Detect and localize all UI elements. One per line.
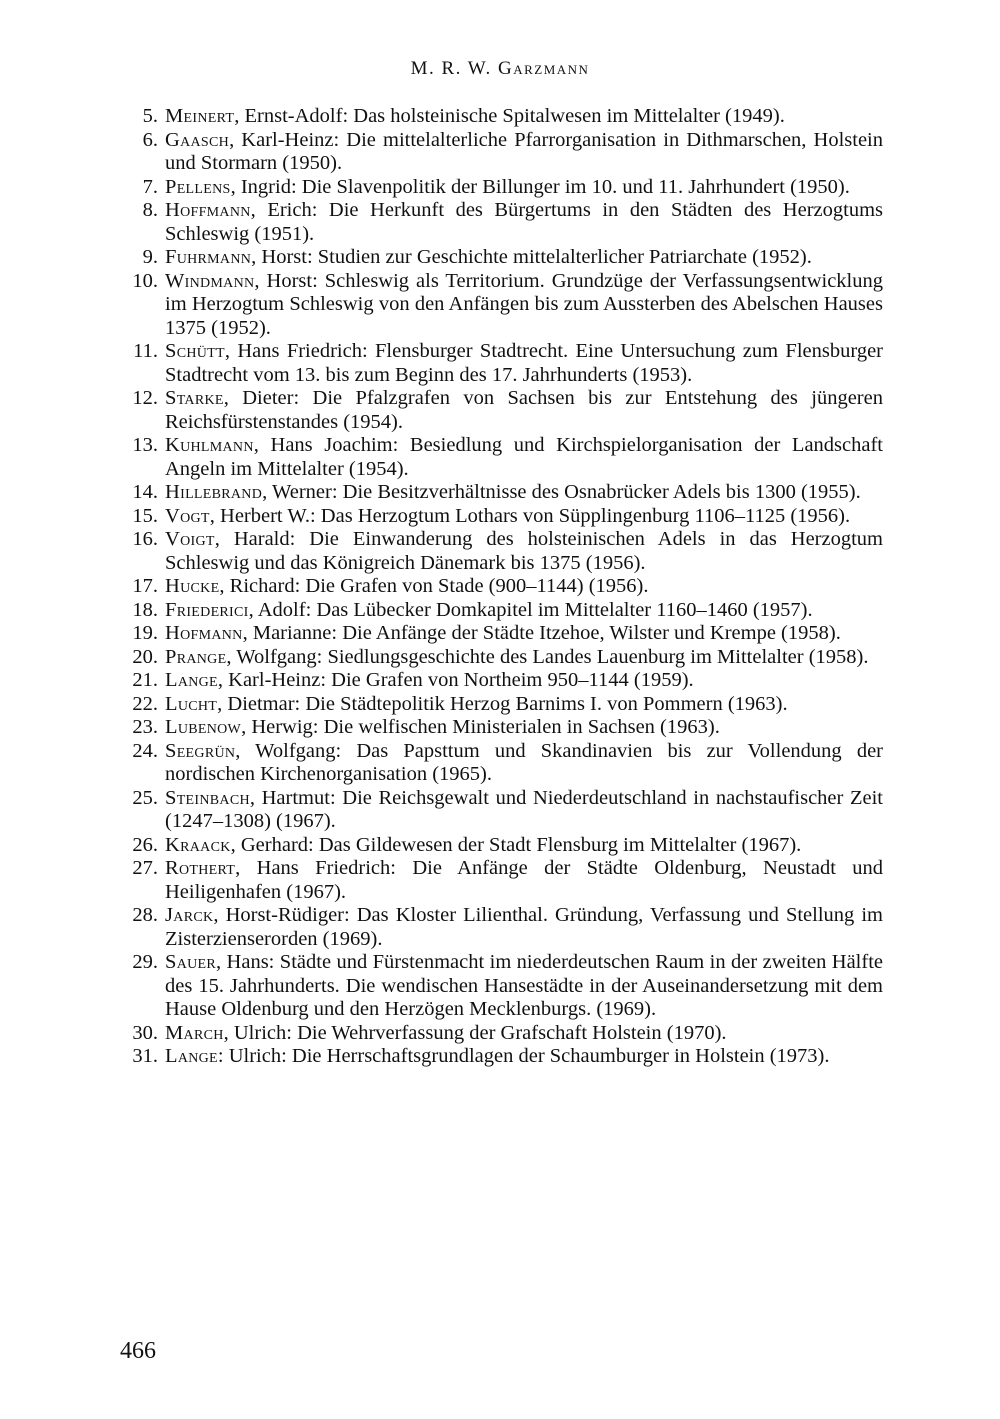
item-title: , Hans Friedrich: Flensburger Stadtrecht. Eine Untersuchung zum Flensburger Stadtrecht vom 13. bis zum Beginn des 17. Jahrhunderts (1953). bbox=[165, 340, 883, 386]
page-number: 466 bbox=[120, 1338, 156, 1364]
item-text bbox=[158, 1045, 883, 1069]
list-item bbox=[118, 505, 883, 529]
item-number: 19. bbox=[132, 622, 158, 644]
item-number: 17. bbox=[132, 575, 158, 597]
item-text bbox=[158, 528, 883, 575]
item-text bbox=[158, 599, 883, 623]
item-text bbox=[158, 857, 883, 904]
author-name: Vogt bbox=[165, 504, 210, 527]
item-title: , Karl-Heinz: Die mittelalterliche Pfarrorganisation in Dithmarschen, Holstein und Stormarn (1950). bbox=[165, 128, 883, 174]
item-title: , Dietmar: Die Städtepolitik Herzog Barnims I. von Pommern (1963). bbox=[217, 692, 788, 715]
item-text bbox=[158, 740, 883, 787]
list-item bbox=[118, 575, 883, 599]
list-item bbox=[118, 716, 883, 740]
item-number: 18. bbox=[132, 598, 158, 621]
author-name: Hucke bbox=[165, 575, 220, 597]
item-text bbox=[158, 105, 883, 129]
item-title: , Karl-Heinz: Die Grafen von Northeim 950–1144 (1959). bbox=[217, 669, 694, 691]
list-item bbox=[118, 1022, 883, 1046]
author-name: Lubenow bbox=[165, 716, 242, 738]
item-text bbox=[158, 434, 883, 481]
list-item bbox=[118, 105, 883, 129]
author-name: Friederici bbox=[165, 598, 249, 621]
list-item bbox=[118, 622, 883, 646]
author-name: Sauer bbox=[165, 951, 217, 973]
item-number: 6. bbox=[142, 128, 158, 151]
item-title: , Ingrid: Die Slavenpolitik der Billunger im 10. und 11. Jahrhundert (1950). bbox=[230, 175, 850, 198]
author-name: Starke bbox=[165, 387, 224, 409]
item-text bbox=[158, 481, 883, 505]
author-name: Hillebrand bbox=[165, 481, 263, 503]
item-number: 21. bbox=[132, 669, 158, 691]
list-item bbox=[118, 951, 883, 1022]
author-name: Rothert bbox=[165, 857, 236, 879]
item-title: , Hans Joachim: Besiedlung und Kirchspielorganisation der Landschaft Angeln im Mittelalter (1954). bbox=[165, 434, 883, 480]
item-title: , Richard: Die Grafen von Stade (900–1144) (1956). bbox=[219, 575, 649, 597]
item-text bbox=[158, 1022, 883, 1046]
item-text bbox=[158, 575, 883, 599]
list-item bbox=[118, 599, 883, 623]
item-title: , Wolfgang: Das Papsttum und Skandinavien bis zur Vollendung der nordischen Kirchenorganisation (1965). bbox=[165, 739, 883, 785]
item-title: , Horst-Rüdiger: Das Kloster Lilienthal. Gründung, Verfassung und Stellung im Zisterzienserorden (1969). bbox=[165, 904, 883, 950]
item-number: 5. bbox=[142, 105, 158, 127]
list-item bbox=[118, 246, 883, 270]
item-title: , Hartmut: Die Reichsgewalt und Niederdeutschland in nachstaufischer Zeit (1247–1308) (1967). bbox=[165, 786, 883, 832]
item-text bbox=[158, 904, 883, 951]
item-title: , Ulrich: Die Wehrverfassung der Grafschaft Holstein (1970). bbox=[223, 1021, 727, 1044]
item-title: , Adolf: Das Lübecker Domkapitel im Mittelalter 1160–1460 (1957). bbox=[248, 598, 813, 621]
item-text bbox=[158, 340, 883, 387]
item-number: 25. bbox=[132, 786, 158, 809]
item-title: , Werner: Die Besitzverhältnisse des Osnabrücker Adels bis 1300 (1955). bbox=[262, 481, 861, 503]
item-number: 31. bbox=[132, 1045, 158, 1067]
item-number: 10. bbox=[132, 269, 158, 292]
item-number: 26. bbox=[132, 833, 158, 856]
item-text bbox=[158, 176, 883, 200]
item-text bbox=[158, 669, 883, 693]
author-name: Hoffmann bbox=[165, 199, 251, 221]
item-number: 16. bbox=[132, 528, 158, 550]
item-title: , Marianne: Die Anfänge der Städte Itzehoe, Wilster und Krempe (1958). bbox=[242, 622, 841, 644]
item-title: , Ernst-Adolf: Das holsteinische Spitalwesen im Mittelalter (1949). bbox=[234, 105, 785, 127]
item-number: 7. bbox=[142, 175, 158, 198]
item-title: , Dieter: Die Pfalzgrafen von Sachsen bis zur Entstehung des jüngeren Reichsfürstenstandes (1954). bbox=[165, 387, 883, 433]
item-title: , Gerhard: Das Gildewesen der Stadt Flensburg im Mittelalter (1967). bbox=[230, 833, 802, 856]
author-name: Kraack bbox=[165, 833, 231, 856]
item-number: 8. bbox=[142, 199, 158, 221]
list-item bbox=[118, 1045, 883, 1069]
list-item bbox=[118, 669, 883, 693]
item-title: , Hans: Städte und Fürstenmacht im niederdeutschen Raum in der zweiten Hälfte des 15. Jahrhunderts. Die wendischen Hansestädte in der Auseinandersetzung mit dem Hause Oldenburg und den Herzögen Mecklenburgs. (1969). bbox=[165, 951, 883, 1020]
running-header: M. R. W. Garzmann bbox=[410, 58, 590, 79]
item-number: 15. bbox=[132, 504, 158, 527]
author-name: March bbox=[165, 1021, 224, 1044]
author-name: Seegrün bbox=[165, 739, 236, 762]
item-text bbox=[158, 693, 883, 717]
item-number: 14. bbox=[132, 481, 158, 503]
list-item bbox=[118, 528, 883, 575]
item-text bbox=[158, 505, 883, 529]
item-number: 11. bbox=[133, 340, 158, 362]
item-text bbox=[158, 834, 883, 858]
list-item bbox=[118, 176, 883, 200]
list-item bbox=[118, 270, 883, 341]
list-item bbox=[118, 387, 883, 434]
author-name: Lange bbox=[165, 1045, 218, 1067]
item-number: 22. bbox=[132, 692, 158, 715]
author-name: Gaasch bbox=[165, 128, 230, 151]
list-item bbox=[118, 787, 883, 834]
item-number: 13. bbox=[132, 434, 158, 456]
item-title: , Erich: Die Herkunft des Bürgertums in den Städten des Herzogtums Schleswig (1951). bbox=[165, 199, 883, 245]
item-title: , Horst: Schleswig als Territorium. Grundzüge der Verfassungsentwicklung im Herzogtum Schleswig von den Anfängen bis zum Aussterben des Abelschen Hauses 1375 (1952). bbox=[165, 269, 883, 339]
item-number: 20. bbox=[132, 645, 158, 668]
item-text bbox=[158, 129, 883, 176]
item-number: 24. bbox=[132, 739, 158, 762]
item-title: , Herbert W.: Das Herzogtum Lothars von Süpplingenburg 1106–1125 (1956). bbox=[209, 504, 851, 527]
item-title: , Hans Friedrich: Die Anfänge der Städte Oldenburg, Neustadt und Heiligenhafen (1967). bbox=[165, 857, 883, 903]
author-name: Fuhrmann bbox=[165, 246, 252, 268]
item-text bbox=[158, 787, 883, 834]
list-item bbox=[118, 434, 883, 481]
author-name: Hofmann bbox=[165, 622, 243, 644]
item-number: 29. bbox=[132, 951, 158, 973]
list-item bbox=[118, 904, 883, 951]
item-title: , Herwig: Die welfischen Ministerialen in Sachsen (1963). bbox=[241, 716, 720, 738]
item-text bbox=[158, 646, 883, 670]
author-name: Voigt bbox=[165, 528, 215, 550]
item-title: , Harald: Die Einwanderung des holsteinischen Adels in das Herzogtum Schleswig und das Königreich Dänemark bis 1375 (1956). bbox=[165, 528, 883, 574]
item-text bbox=[158, 716, 883, 740]
item-number: 9. bbox=[142, 246, 158, 268]
list-item bbox=[118, 646, 883, 670]
item-title: , Horst: Studien zur Geschichte mittelalterlicher Patriarchate (1952). bbox=[251, 246, 812, 268]
item-title: : Ulrich: Die Herrschaftsgrundlagen der Schaumburger in Holstein (1973). bbox=[217, 1045, 830, 1067]
list-item bbox=[118, 481, 883, 505]
list-item bbox=[118, 857, 883, 904]
item-text bbox=[158, 246, 883, 270]
author-name: Meinert bbox=[165, 105, 235, 127]
item-number: 12. bbox=[132, 387, 158, 409]
item-text bbox=[158, 622, 883, 646]
item-text bbox=[158, 951, 883, 1022]
author-name: Prange bbox=[165, 645, 227, 668]
list-item bbox=[118, 199, 883, 246]
item-number: 30. bbox=[132, 1021, 158, 1044]
author-name: Lange bbox=[165, 669, 218, 691]
list-item bbox=[118, 129, 883, 176]
item-text bbox=[158, 199, 883, 246]
list-item bbox=[118, 740, 883, 787]
item-number: 23. bbox=[132, 716, 158, 738]
list-item bbox=[118, 340, 883, 387]
item-number: 28. bbox=[132, 904, 158, 926]
author-name: Kuhlmann bbox=[165, 434, 254, 456]
item-text bbox=[158, 387, 883, 434]
author-name: Lucht bbox=[165, 692, 218, 715]
item-title: , Wolfgang: Siedlungsgeschichte des Landes Lauenburg im Mittelalter (1958). bbox=[226, 645, 869, 668]
author-name: Windmann bbox=[165, 269, 255, 292]
author-name: Pellens bbox=[165, 175, 231, 198]
list-item bbox=[118, 693, 883, 717]
item-number: 27. bbox=[132, 857, 158, 879]
author-name: Steinbach bbox=[165, 786, 250, 809]
bibliography-list bbox=[118, 105, 883, 1069]
list-item bbox=[118, 834, 883, 858]
author-name: Jarck bbox=[165, 904, 214, 926]
author-name: Schütt bbox=[165, 340, 225, 362]
item-text bbox=[158, 270, 883, 341]
